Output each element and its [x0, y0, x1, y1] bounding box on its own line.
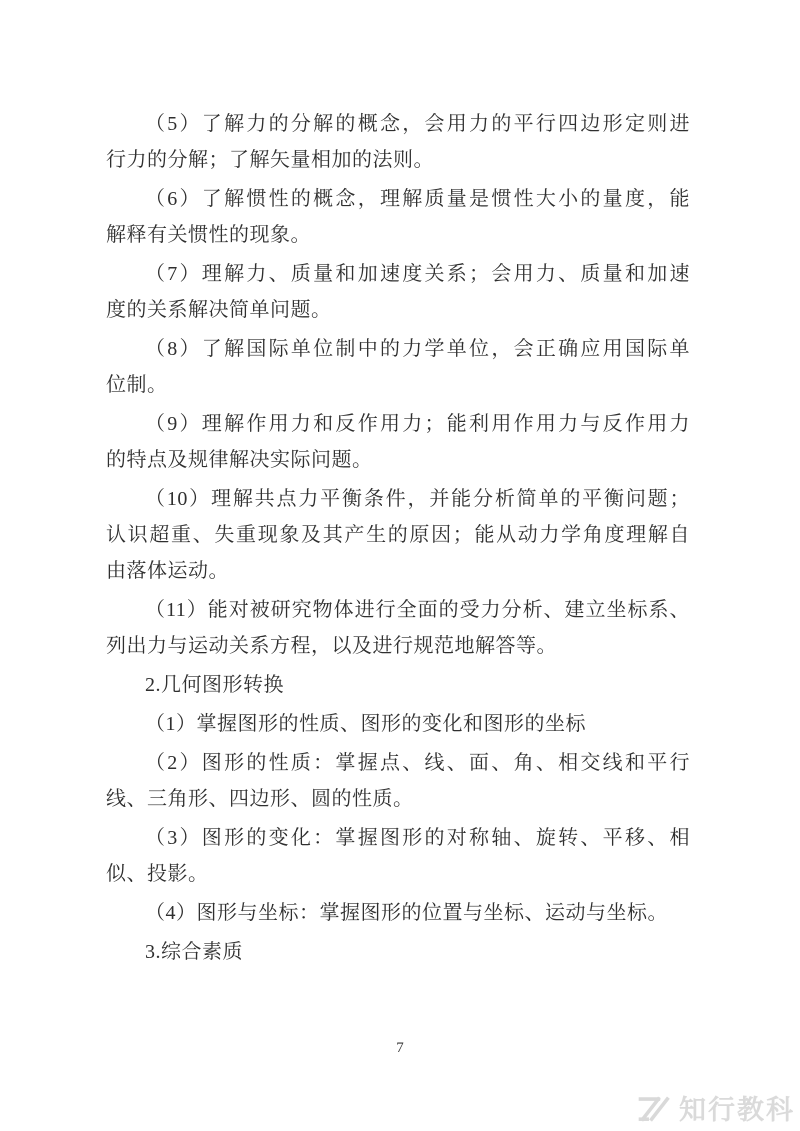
- paragraph: [106, 667, 690, 703]
- paragraph: [106, 106, 690, 178]
- paragraph: [106, 406, 690, 478]
- text-line: （1）掌握图形的性质、图形的变化和图形的坐标: [145, 713, 586, 735]
- paragraph: [106, 256, 690, 328]
- paragraph: [106, 895, 690, 931]
- paragraph: [106, 331, 690, 403]
- text-line: （4）图形与坐标：掌握图形的位置与坐标、运动与坐标。: [145, 902, 668, 924]
- text-line: （8）了解国际单位制中的力学单位，会正确应用国际单: [145, 338, 690, 360]
- text-line: 解释有关惯性的现象。: [106, 224, 311, 246]
- paragraph: [106, 820, 690, 892]
- text-line: 的特点及规律解决实际问题。: [106, 449, 373, 471]
- text-line: 位制。: [106, 374, 168, 396]
- text-line: （5）了解力的分解的概念，会用力的平行四边形定则进: [145, 113, 690, 135]
- paragraph: [106, 745, 690, 817]
- zhixing-double-slash-logo-icon: [637, 1089, 673, 1127]
- text-line: （10）理解共点力平衡条件，并能分析简单的平衡问题；: [145, 488, 690, 510]
- paragraph: [106, 181, 690, 253]
- text-line: 似、投影。: [106, 863, 209, 885]
- body-text: [106, 106, 690, 973]
- text-line: 认识超重、失重现象及其产生的原因；能从动力学角度理解自: [106, 524, 690, 546]
- page-number: 7: [396, 1040, 404, 1056]
- watermark: [637, 1088, 795, 1127]
- text-line: 度的关系解决简单问题。: [106, 299, 332, 321]
- watermark-label: 知行教科: [679, 1095, 795, 1125]
- text-line: 由落体运动。: [106, 560, 229, 582]
- text-line: （9）理解作用力和反作用力；能利用作用力与反作用力: [145, 413, 690, 435]
- text-line: （6）了解惯性的概念，理解质量是惯性大小的量度，能: [145, 188, 690, 210]
- paragraph: [106, 481, 690, 589]
- paragraph: [106, 592, 690, 664]
- paragraph: [106, 706, 690, 742]
- text-line: （11）能对被研究物体进行全面的受力分析、建立坐标系、: [145, 599, 690, 621]
- text-line: （7）理解力、质量和加速度关系；会用力、质量和加速: [145, 263, 690, 285]
- text-line: 线、三角形、四边形、圆的性质。: [106, 788, 414, 810]
- text-line: 2.几何图形转换: [145, 674, 284, 696]
- paragraph: [106, 934, 690, 970]
- text-line: （3）图形的变化：掌握图形的对称轴、旋转、平移、相: [145, 827, 690, 849]
- text-line: 列出力与运动关系方程，以及进行规范地解答等。: [106, 635, 557, 657]
- text-line: （2）图形的性质：掌握点、线、面、角、相交线和平行: [145, 752, 690, 774]
- text-line: 行力的分解；了解矢量相加的法则。: [106, 149, 434, 171]
- text-line: 3.综合素质: [145, 941, 243, 963]
